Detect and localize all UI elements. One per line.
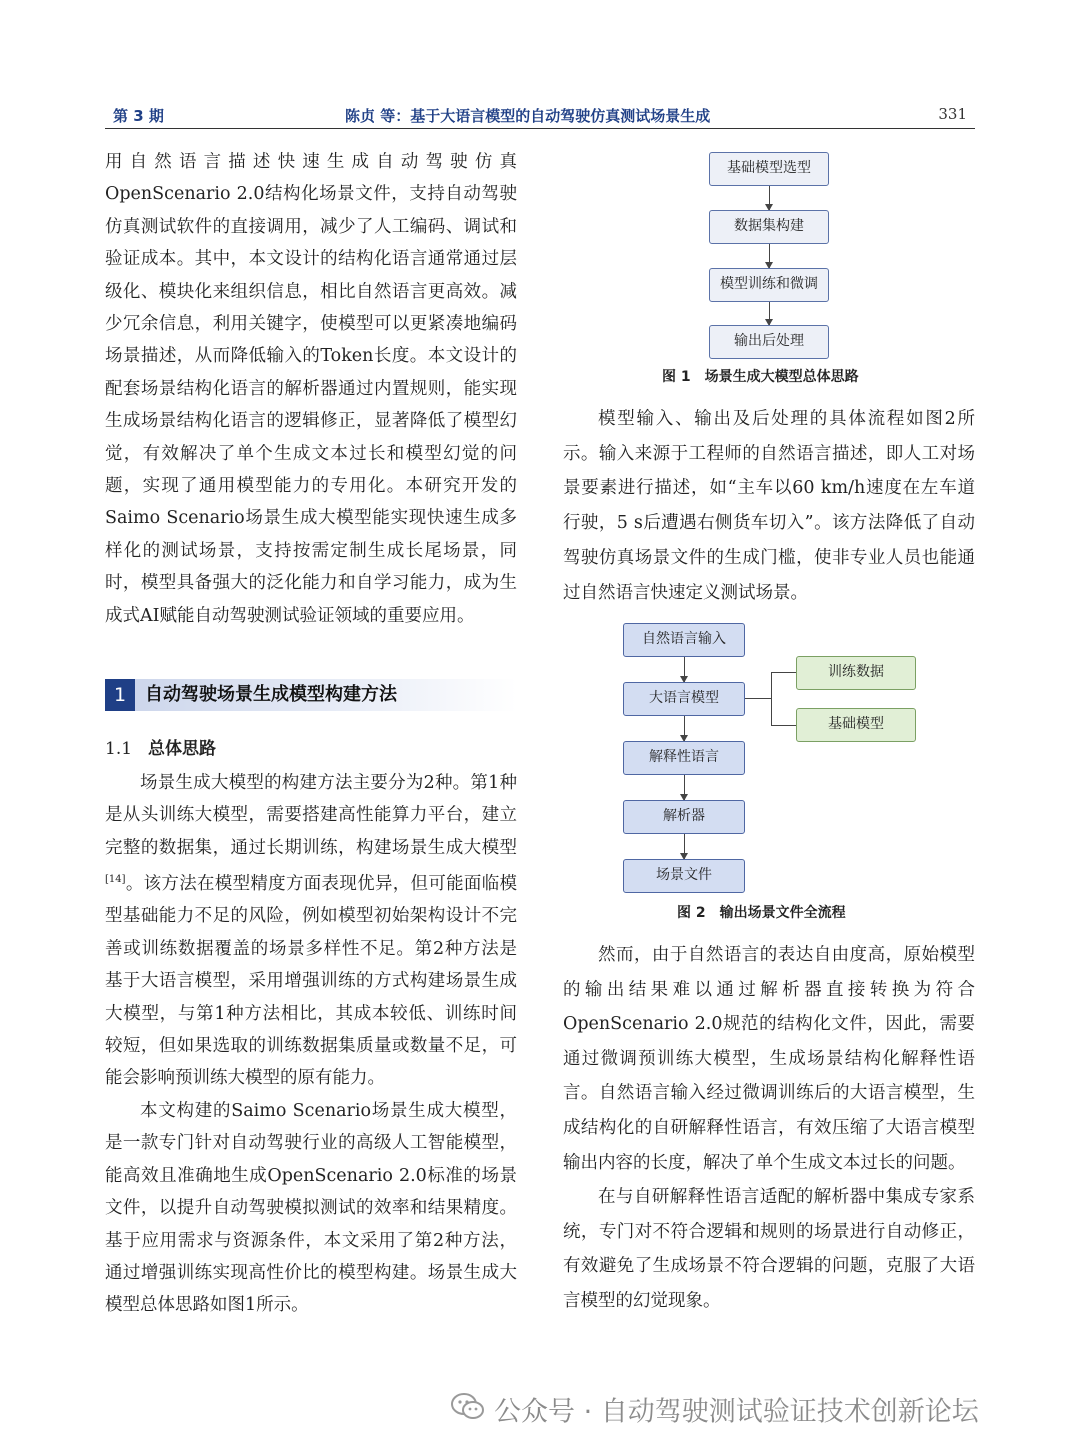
arrow: [769, 302, 770, 325]
arrow: [769, 186, 770, 210]
figure-caption: [662, 366, 859, 386]
subsection-heading: [105, 734, 216, 759]
flow-box: 解释性语言: [623, 741, 745, 775]
subsection-number: 1.1: [105, 739, 133, 759]
running-title: 陈贞 等：基于大语言模型的自动驾驶仿真测试场景生成: [345, 107, 711, 125]
wechat-icon: [450, 1392, 486, 1434]
paragraph: 在与自研解释性语言适配的解析器中集成专家系统，专门对不符合逻辑和规则的场景进行自动修正，有效避免了生成场景不符合逻辑的问题，克服了大语言模型的幻觉现象。: [563, 1187, 975, 1311]
arrow: [684, 657, 685, 682]
flow-box: 基础模型选型: [709, 152, 829, 186]
paragraph: 用自然语言描述快速生成自动驾驶仿真OpenScenario 2.0结构化场景文件，支持自动驾驶仿真测试软件的直接调用，减少了人工编码、调试和验证成本。其中，本文设计的结构化语言通常通过层级化、模块化来组织信息，相比自然语言更高效。减少冗余信息，利用关键字，使模型可以更紧凑地编码场景描述，从而降低输入的Token长度。本文设计的配套场景结构化语言的解析器通过内置规则，能实现生成场景结构化语言的逻辑修正，显著降低了模型幻觉，有效解决了单个生成文本过长和模型幻觉的问题，实现了通用模型能力的专用化。本研究开发的Saimo Scenario场景生成大模型能实现快速生成多样化的测试场景，支持按需定制生成长尾场景，同时，模型具备强大的泛化能力和自学习能力，成为生成式AI赋能自动驾驶测试验证领域的重要应用。: [105, 152, 517, 626]
connector-line: [745, 698, 771, 699]
flow-box: 大语言模型: [623, 682, 745, 716]
paragraph-text: 。该方法在模型精度方面表现优异，但可能面临模型基础能力不足的风险，例如模型初始架构设计不完善或训练数据覆盖的场景多样性不足。第2种方法是基于大语言模型，采用增强训练的方式构建场景生成大模型，与第1种方法相比，其成本较低、训练时间较短，但如果选取的训练数据集质量或数量不足，可能会影响预训练大模型的原有能力。: [105, 874, 517, 1089]
arrow: [769, 244, 770, 268]
paragraph: 模型输入、输出及后处理的具体流程如图2所示。输入来源于工程师的自然语言描述，即人工对场景要素进行描述，如“主车以60 km/h速度在左车道行驶，5 s后遭遇右侧货车切入”。该方法降低了自动驾驶仿真场景文件的生成门槛，使非专业人员也能通过自然语言快速定义测试场景。: [563, 409, 975, 603]
arrow: [684, 775, 685, 800]
watermark-text: 公众号 · 自动驾驶测试验证技术创新论坛: [494, 1396, 979, 1428]
connector-line: [771, 725, 796, 726]
left-column-bottom: [105, 767, 517, 1322]
caption-number: 图 1: [662, 369, 691, 385]
arrow: [684, 716, 685, 741]
arrow: [684, 834, 685, 859]
watermark: [450, 1392, 979, 1432]
paragraph-text: 场景生成大模型的构建方法主要分为2种。第1种是从头训练大模型，需要搭建高性能算力平台，建立完整的数据集，通过长期训练，构建场景生成大模型: [105, 773, 517, 858]
section-title: 自动驾驶场景生成模型构建方法: [145, 684, 397, 705]
paragraph: [105, 767, 517, 1095]
subsection-title: 总体思路: [148, 739, 217, 759]
section-number: 1: [105, 679, 135, 711]
right-column-top: [563, 402, 975, 610]
flow-box: 解析器: [623, 800, 745, 834]
caption-number: 图 2: [677, 905, 706, 921]
paragraph: 本文构建的Saimo Scenario场景生成大模型，是一款专门针对自动驾驶行业的高级人工智能模型，能高效且准确地生成OpenScenario 2.0标准的场景文件，以提升自动驾驶模拟测试的效率和结果精度。基于应用需求与资源条件，本文采用了第2种方法，通过增强训练实现高性价比的模型构建。场景生成大模型总体思路如图1所示。: [105, 1100, 517, 1316]
paragraph: 然而，由于自然语言的表达自由度高，原始模型的输出结果难以通过解析器直接转换为符合OpenScenario 2.0规范的结构化文件，因此，需要通过微调预训练大模型，生成场景结构化解释性语言。自然语言输入经过微调训练后的大语言模型，生成结构化的自研解释性语言，有效压缩了大语言模型输出内容的长度，解决了单个生成文本过长的问题。: [563, 945, 975, 1173]
flow-box: 自然语言输入: [623, 623, 745, 657]
flow-box: 模型训练和微调: [709, 268, 829, 302]
connector-line: [771, 672, 796, 673]
citation: [14]: [105, 874, 126, 886]
left-column-top: [105, 146, 517, 632]
side-box: 训练数据: [796, 656, 916, 690]
figure-caption: [677, 902, 846, 922]
running-header: [105, 100, 975, 129]
page-number: 331: [938, 105, 967, 123]
caption-text: 输出场景文件全流程: [719, 905, 846, 921]
flow-box: 场景文件: [623, 859, 745, 893]
flow-box: 输出后处理: [709, 325, 829, 359]
flow-box: 数据集构建: [709, 210, 829, 244]
caption-text: 场景生成大模型总体思路: [704, 369, 859, 385]
side-box: 基础模型: [796, 708, 916, 742]
issue-number: 第 3 期: [113, 107, 164, 125]
section-heading: [105, 679, 517, 711]
connector-line: [771, 672, 772, 725]
right-column-bottom: [563, 938, 975, 1319]
